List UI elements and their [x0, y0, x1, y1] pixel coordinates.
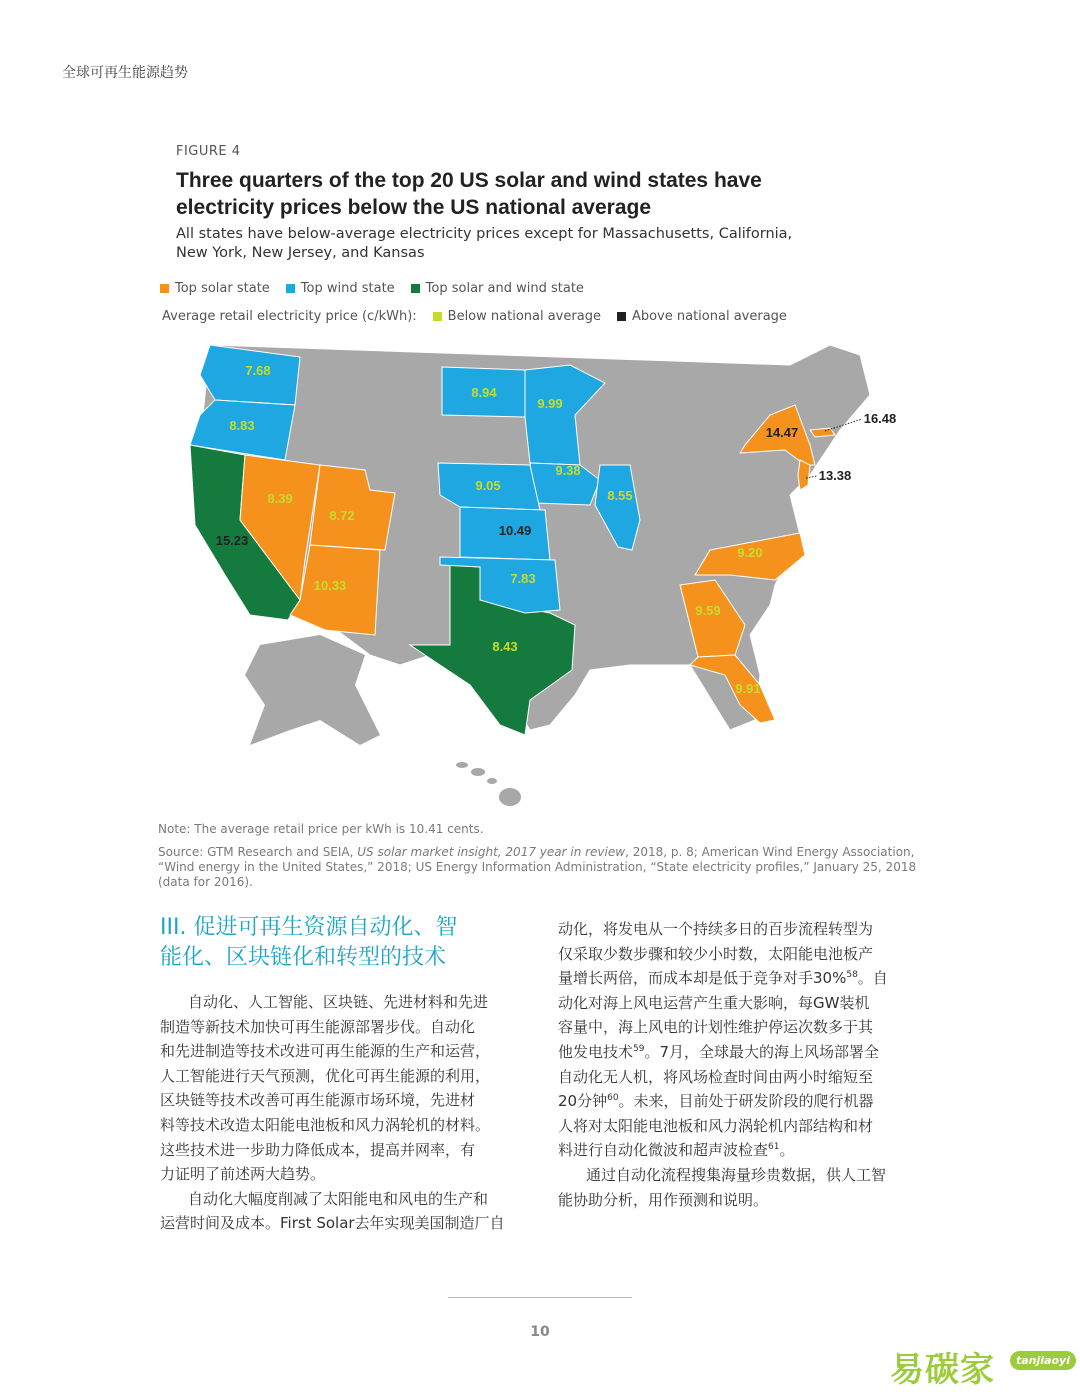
body-column-left: [160, 990, 528, 1236]
state-value-ut: 8.72: [329, 508, 355, 523]
body-text: 他发电技术: [558, 1042, 634, 1061]
footnote-ref: 61: [768, 1142, 780, 1153]
source-line: “Wind energy in the United States,” 2018; US Energy Information Administration, “State electricity profiles,” January 25, 2018: [158, 860, 917, 874]
legend-price: [162, 309, 803, 324]
source-title: US solar market insight, 2017 year in review: [357, 845, 626, 859]
state-value-nd: 8.94: [471, 385, 497, 400]
state-value-tx: 8.43: [492, 639, 518, 654]
body-line: [558, 966, 926, 991]
state-value-nc: 9.20: [737, 545, 763, 560]
body-line: 仅采取少数步骤和较少小时数，太阳能电池板产: [558, 944, 874, 963]
hawaii-shape: [456, 762, 521, 806]
legend-state-type: [160, 281, 600, 296]
body-line: 料等技术改造太阳能电池板和风力涡轮机的材料。: [160, 1115, 491, 1134]
figure-title-line: Three quarters of the top 20 US solar and wind states have: [176, 169, 762, 192]
body-line: 这些技术进一步助力降低成本，提高并网率，有: [160, 1140, 476, 1159]
state-value-ia: 9.38: [555, 463, 581, 478]
legend-item-above: [617, 309, 787, 324]
running-head: 全球可再生能源趋势: [62, 65, 188, 81]
body-line: 和先进制造等技术改进可再生能源的生产和运营，: [160, 1042, 491, 1061]
state-shape-nj: [798, 460, 810, 490]
state-value-ca: 15.23: [215, 533, 249, 548]
body-text: 。7月，全球最大的海上风场部署全: [644, 1042, 880, 1061]
body-line: 力证明了前述两大趋势。: [160, 1165, 326, 1184]
legend-item-solar-wind: [411, 281, 584, 296]
figure-title: [176, 167, 816, 221]
body-text: 。: [779, 1141, 795, 1160]
state-value-ks: 10.49: [498, 523, 532, 538]
section-heading-line: 能化、区块链化和转型的技术: [160, 945, 447, 970]
state-value-ny: 14.47: [765, 425, 799, 440]
source-text: Source: GTM Research and SEIA,: [158, 845, 358, 859]
legend-label: Top solar and wind state: [425, 281, 584, 296]
body-line: 动化对海上风电运营产生重大影响，每GW装机: [558, 993, 870, 1012]
footnote-ref: 59: [633, 1043, 645, 1054]
section-heading-line: III. 促进可再生资源自动化、智: [160, 915, 458, 940]
state-value-wa: 7.68: [245, 363, 271, 378]
source-text: , 2018, p. 8; American Wind Energy Association,: [625, 845, 915, 859]
body-line: 动化，将发电从一个持续多日的百步流程转型为: [558, 920, 874, 938]
body-line: [558, 1040, 926, 1065]
watermark-logo: [890, 1342, 1070, 1390]
figure-source: [158, 845, 928, 890]
alaska-shape: [245, 635, 380, 745]
body-column-right: [558, 917, 926, 1212]
figure-subtitle: [176, 225, 836, 263]
body-line: 自动化、人工智能、区块链、先进材料和先进: [188, 993, 489, 1011]
legend-price-title: Average retail electricity price (c/kWh):: [162, 309, 417, 324]
legend-label: Above national average: [631, 309, 787, 324]
legend-label: Top solar state: [175, 281, 270, 296]
body-line: 通过自动化流程搜集海量珍贵数据，供人工智: [586, 1165, 887, 1184]
body-line: 自动化无人机，将风场检查时间由两小时缩短至: [558, 1067, 874, 1086]
state-value-az: 10.33: [313, 578, 347, 593]
figure-subtitle-line: All states have below-average electricity prices except for Massachusetts, California,: [176, 226, 793, 242]
state-value-ne: 9.05: [475, 478, 501, 493]
figure-label: FIGURE 4: [176, 144, 241, 159]
body-line: 人将对太阳能电池板和风力涡轮机内部结构和材: [558, 1116, 874, 1135]
state-value-il: 8.55: [607, 488, 633, 503]
state-value-nv: 8.39: [267, 491, 293, 506]
body-line: 区块链等技术改善可再生能源市场环境，先进材: [160, 1091, 476, 1110]
figure-subtitle-line: New York, New Jersey, and Kansas: [176, 245, 425, 261]
legend-item-solar: [160, 281, 270, 296]
legend-swatch: [286, 284, 295, 293]
body-text: 。自: [857, 969, 888, 988]
watermark-cn: 易碳家: [890, 1350, 995, 1390]
figure-note: Note: The average retail price per kWh is 10.41 cents.: [158, 822, 484, 836]
body-line: 能协助分析，用作预测和说明。: [558, 1190, 769, 1209]
source-line: [158, 845, 928, 860]
us-state-map: [170, 335, 897, 815]
legend-label: Top wind state: [300, 281, 395, 296]
source-line: (data for 2016).: [158, 875, 253, 889]
footer-rule: [448, 1297, 632, 1298]
legend-item-below: [433, 309, 601, 324]
legend-swatch: [433, 312, 442, 321]
legend-swatch: [160, 284, 169, 293]
state-value-fl: 9.91: [735, 681, 761, 696]
footnote-ref: 60: [607, 1093, 619, 1104]
legend-item-wind: [286, 281, 395, 296]
section-heading: [160, 913, 520, 973]
body-line: [558, 1089, 926, 1114]
body-line: 自动化大幅度削减了太阳能电和风电的生产和: [188, 1189, 489, 1208]
body-line: 运营时间及成本。First Solar去年实现美国制造厂自: [160, 1214, 505, 1233]
body-text: 20分钟: [558, 1092, 608, 1111]
state-value-or: 8.83: [229, 418, 255, 433]
state-value-nj: 13.38: [818, 468, 852, 483]
body-line: 人工智能进行天气预测，优化可再生能源的利用，: [160, 1066, 491, 1085]
state-value-ga: 9.59: [695, 603, 721, 618]
body-text: 。未来，目前处于研发阶段的爬行机器: [618, 1092, 874, 1111]
figure-title-line: electricity prices below the US national average: [176, 196, 652, 219]
state-value-ok: 7.83: [510, 571, 536, 586]
page-number: 10: [530, 1324, 550, 1340]
legend-swatch: [617, 312, 626, 321]
legend-swatch: [411, 284, 420, 293]
footnote-ref: 58: [846, 970, 858, 981]
body-text: 料进行自动化微波和超声波检查: [558, 1141, 769, 1160]
legend-label: Below national average: [447, 309, 601, 324]
body-text: 量增长两倍，而成本却是低于竞争对手30%: [558, 969, 847, 988]
body-line: 制造等新技术加快可再生能源部署步伐。自动化: [160, 1017, 476, 1036]
state-value-ma: 16.48: [863, 411, 897, 426]
body-line: 容量中，海上风电的计划性维护停运次数多于其: [558, 1018, 874, 1037]
state-value-mn: 9.99: [537, 396, 563, 411]
body-line: [558, 1138, 926, 1163]
watermark-en: tanjiaoyi: [1010, 1351, 1076, 1370]
